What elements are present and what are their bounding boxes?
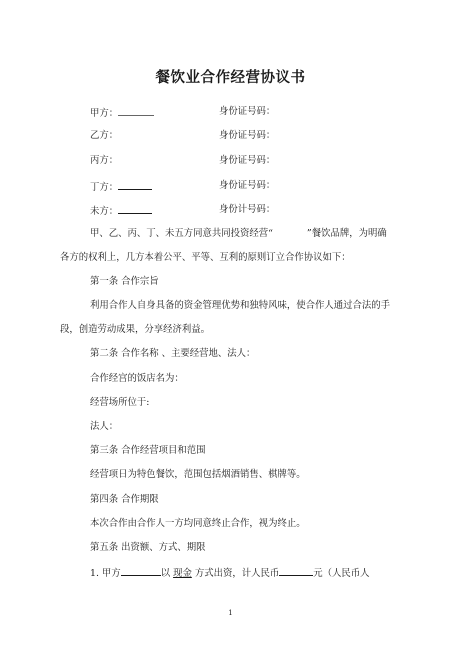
party-bing: 丙方： (90, 155, 119, 166)
article-1-heading: 第一条 合作宗旨 (90, 276, 159, 287)
page-number: 1 (228, 609, 233, 617)
party-jia-id: 身份证号码： (219, 106, 276, 117)
article-2-legal: 法人： (90, 421, 119, 432)
clause-number-text: 1. 甲方 (90, 568, 121, 579)
article-5-heading: 第五条 出资额、方式、期限 (90, 542, 206, 553)
intro-line-1 (90, 228, 387, 240)
clause-text-method: 方式出资，计人民币 (194, 568, 280, 579)
party-wei (90, 204, 152, 218)
article-4-heading: 第四条 合作期限 (90, 494, 159, 505)
party-yi: 乙方： (90, 130, 119, 141)
article-2-name: 合作经宫的饭店名为： (90, 373, 184, 384)
document-title: 餐饮业合作经营协议书 (155, 70, 306, 86)
cash-underlined: 现金 (173, 568, 192, 579)
amount-party-blank (121, 566, 161, 576)
amount-blank (279, 566, 313, 576)
article-2-heading: 第二条 合作名称 、主要经营地、法人： (90, 348, 256, 359)
article-4-body: 本次合作由合作人一方均同意终止合作，视为终止。 (90, 518, 306, 529)
intro-text-a: 甲、乙、丙、丁、未五方同意共同投资经营“ (90, 228, 273, 239)
party-yi-id: 身份证号码： (219, 130, 276, 141)
party-label: 甲方： (90, 108, 119, 119)
party-bing-id: 身份证号码： (219, 155, 276, 166)
article-5-line-1 (90, 566, 369, 580)
clause-text-yuan: 元（人民币人 (313, 568, 370, 579)
article-1-line-1: 利用合作人自身具备的资金管理优势和独特风味，使合作人通过合法的手 (90, 300, 391, 311)
party-name-blank (118, 180, 152, 190)
article-1-line-2: 段，创造劳动成果，分享经济利益。 (60, 324, 211, 335)
party-ding-id: 身份证号码： (219, 180, 276, 191)
clause-text-yi: 以 (160, 568, 171, 579)
party-name-blank (118, 204, 152, 214)
party-wei-id: 身份计号码： (219, 204, 276, 215)
intro-text-b: ”餐饮品牌，为明确 (306, 228, 387, 239)
party-ding (90, 180, 152, 194)
article-3-heading: 第三条 合作经营项目和范围 (90, 445, 206, 456)
article-3-body: 经营项日为特色餐饮，范围包括烟酒销售、棋牌等。 (90, 469, 306, 480)
party-jia (90, 106, 154, 120)
party-name-blank (118, 106, 154, 116)
party-label: 丁方： (90, 182, 119, 193)
article-2-place: 经营场所位于: (90, 397, 150, 408)
party-label: 未方： (90, 206, 119, 217)
intro-line-2: 各方的权利上，几方本着公平、平等、互利的原则订立合作协议如下： (60, 252, 351, 263)
